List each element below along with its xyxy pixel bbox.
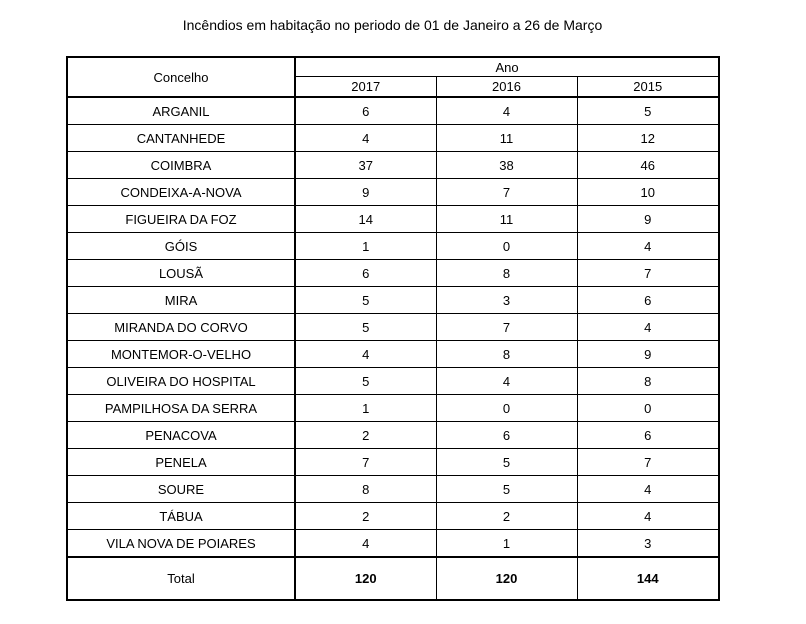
value-cell-2016: 8 — [436, 260, 577, 287]
value-cell-2016: 8 — [436, 341, 577, 368]
value-cell-2016: 6 — [436, 422, 577, 449]
table-row — [67, 287, 719, 314]
value-cell-2017: 1 — [295, 395, 436, 422]
value-cell-2015: 9 — [577, 206, 719, 233]
value-cell-2015: 9 — [577, 341, 719, 368]
value-cell-2016: 1 — [436, 530, 577, 558]
value-cell-2015: 8 — [577, 368, 719, 395]
value-cell-2017: 37 — [295, 152, 436, 179]
concelho-name: MIRANDA DO CORVO — [67, 314, 295, 341]
concelho-name: GÓIS — [67, 233, 295, 260]
value-cell-2017: 2 — [295, 503, 436, 530]
value-cell-2016: 3 — [436, 287, 577, 314]
ano-header: Ano — [295, 57, 719, 77]
value-cell-2016: 4 — [436, 368, 577, 395]
value-cell-2016: 5 — [436, 476, 577, 503]
value-cell-2015: 4 — [577, 314, 719, 341]
value-cell-2016: 0 — [436, 395, 577, 422]
value-cell-2017: 14 — [295, 206, 436, 233]
table-row — [67, 97, 719, 125]
table-row — [67, 476, 719, 503]
table-row — [67, 260, 719, 287]
table-row — [67, 314, 719, 341]
value-cell-2016: 7 — [436, 179, 577, 206]
value-cell-2016: 38 — [436, 152, 577, 179]
table-row — [67, 233, 719, 260]
concelho-name: VILA NOVA DE POIARES — [67, 530, 295, 558]
concelho-name: PENELA — [67, 449, 295, 476]
page-title: Incêndios em habitação no periodo de 01 de Janeiro a 26 de Março — [182, 17, 603, 33]
table-row — [67, 179, 719, 206]
value-cell-2015: 3 — [577, 530, 719, 558]
concelho-name: CANTANHEDE — [67, 125, 295, 152]
year-header-2017: 2017 — [295, 77, 436, 98]
year-header-2015: 2015 — [577, 77, 719, 98]
concelho-name: FIGUEIRA DA FOZ — [67, 206, 295, 233]
value-cell-2015: 5 — [577, 97, 719, 125]
value-cell-2016: 2 — [436, 503, 577, 530]
value-cell-2016: 4 — [436, 97, 577, 125]
total-label: Total — [67, 557, 295, 600]
concelho-name: PENACOVA — [67, 422, 295, 449]
table-row — [67, 368, 719, 395]
value-cell-2016: 0 — [436, 233, 577, 260]
value-cell-2015: 46 — [577, 152, 719, 179]
value-cell-2017: 8 — [295, 476, 436, 503]
fires-table — [66, 56, 720, 601]
value-cell-2017: 1 — [295, 233, 436, 260]
value-cell-2015: 0 — [577, 395, 719, 422]
year-header-2016: 2016 — [436, 77, 577, 98]
concelho-name: SOURE — [67, 476, 295, 503]
concelho-name: TÁBUA — [67, 503, 295, 530]
value-cell-2015: 4 — [577, 503, 719, 530]
value-cell-2015: 10 — [577, 179, 719, 206]
table-row — [67, 530, 719, 558]
table-row — [67, 395, 719, 422]
value-cell-2017: 2 — [295, 422, 436, 449]
table-row — [67, 206, 719, 233]
table-row — [67, 503, 719, 530]
value-cell-2017: 4 — [295, 341, 436, 368]
value-cell-2017: 6 — [295, 97, 436, 125]
value-cell-2015: 4 — [577, 476, 719, 503]
value-cell-2015: 6 — [577, 287, 719, 314]
value-cell-2017: 9 — [295, 179, 436, 206]
concelho-name: MIRA — [67, 287, 295, 314]
concelho-name: PAMPILHOSA DA SERRA — [67, 395, 295, 422]
value-cell-2017: 5 — [295, 314, 436, 341]
concelho-name: OLIVEIRA DO HOSPITAL — [67, 368, 295, 395]
concelho-name: MONTEMOR-O-VELHO — [67, 341, 295, 368]
value-cell-2016: 11 — [436, 125, 577, 152]
total-value-2016: 120 — [436, 557, 577, 600]
concelho-name: CONDEIXA-A-NOVA — [67, 179, 295, 206]
table-row — [67, 125, 719, 152]
concelho-name: COIMBRA — [67, 152, 295, 179]
total-value-2015: 144 — [577, 557, 719, 600]
value-cell-2017: 5 — [295, 287, 436, 314]
value-cell-2017: 4 — [295, 530, 436, 558]
concelho-name: ARGANIL — [67, 97, 295, 125]
concelho-name: LOUSÃ — [67, 260, 295, 287]
value-cell-2016: 7 — [436, 314, 577, 341]
value-cell-2015: 7 — [577, 449, 719, 476]
table-row — [67, 449, 719, 476]
value-cell-2015: 4 — [577, 233, 719, 260]
table-row — [67, 341, 719, 368]
table-row — [67, 152, 719, 179]
value-cell-2017: 5 — [295, 368, 436, 395]
value-cell-2017: 6 — [295, 260, 436, 287]
value-cell-2017: 4 — [295, 125, 436, 152]
table-row — [67, 422, 719, 449]
value-cell-2017: 7 — [295, 449, 436, 476]
value-cell-2016: 5 — [436, 449, 577, 476]
value-cell-2015: 6 — [577, 422, 719, 449]
value-cell-2015: 12 — [577, 125, 719, 152]
concelho-header: Concelho — [67, 57, 295, 97]
value-cell-2015: 7 — [577, 260, 719, 287]
total-value-2017: 120 — [295, 557, 436, 600]
total-row — [67, 557, 719, 600]
value-cell-2016: 11 — [436, 206, 577, 233]
